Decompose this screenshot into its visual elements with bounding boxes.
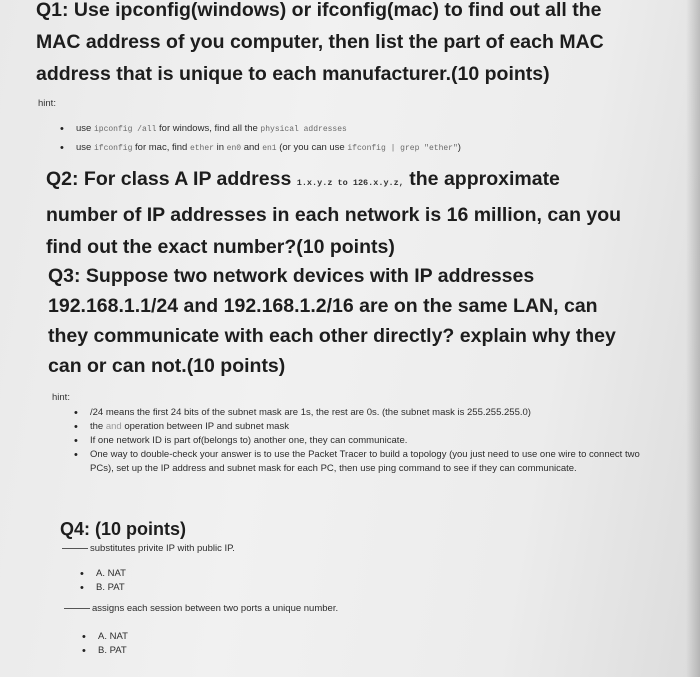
q1-line-1: Q1: Use ipconfig(windows) or ifconfig(mac) to find out all the (36, 0, 602, 21)
q4-item-2: assigns each session between two ports a unique number. (64, 603, 338, 614)
q1-hint-item: • use ipconfig /all for windows, find all the physical addresses (58, 122, 658, 137)
q1-block (36, 0, 656, 90)
answer-blank[interactable] (64, 608, 90, 609)
answer-blank[interactable] (62, 548, 88, 549)
q2-line-3: find out the exact number?(10 points) (46, 236, 395, 258)
q3-line-3: they communicate with each other directly? explain why they (48, 325, 616, 347)
q2-line-1: Q2: For class A IP address 1.x.y.z to 126.x.y.z, the approximate (46, 168, 560, 190)
q3-hint-item: • If one network ID is part of(belongs to) another one, they can communicate. (72, 434, 642, 448)
q3-hint-list (72, 406, 642, 476)
q2-block (46, 163, 666, 263)
q3-hint-item: • the and operation between IP and subnet mask (72, 420, 642, 434)
option-item: • A. NAT (80, 630, 128, 644)
q4-item-1: substitutes privite IP with public IP. (62, 543, 235, 554)
option-item: • B. PAT (80, 644, 128, 658)
q1-hint-label: hint: (38, 98, 56, 109)
q3-line-2: 192.168.1.1/24 and 192.168.1.2/16 are on the same LAN, can (48, 295, 598, 317)
option-item: • A. NAT (78, 567, 126, 581)
q2-line-2: number of IP addresses in each network is 16 million, can you (46, 204, 622, 226)
q3-hint-item: • One way to double-check your answer is to use the Packet Tracer to build a topology (you just need to use one wire to connect two PCs), set up the IP address and subnet mask for each PC, then use ping command to see if they can communicate. (72, 448, 642, 476)
q1-hint-list (58, 122, 658, 156)
q4-item-1-options (78, 567, 126, 595)
q1-line-3: address that is unique to each manufacturer.(10 points) (36, 63, 550, 85)
q1-line-2: MAC address of you computer, then list the part of each MAC (36, 31, 604, 53)
q4-item-2-options (80, 630, 128, 658)
q1-hint-item: • use ifconfig for mac, find ether in en0 and en1 (or you can use ifconfig | grep "ether") (58, 141, 658, 156)
q3-line-1: Q3: Suppose two network devices with IP addresses (48, 265, 535, 287)
q4-title: Q4: (10 points) (60, 519, 187, 539)
q3-line-4: can or can not.(10 points) (48, 355, 286, 377)
q3-block (48, 260, 668, 382)
q3-hint-label: hint: (52, 392, 70, 403)
q3-hint-item: • /24 means the first 24 bits of the subnet mask are 1s, the rest are 0s. (the subnet mask is 255.255.255.0) (72, 406, 642, 420)
option-item: • B. PAT (78, 581, 126, 595)
